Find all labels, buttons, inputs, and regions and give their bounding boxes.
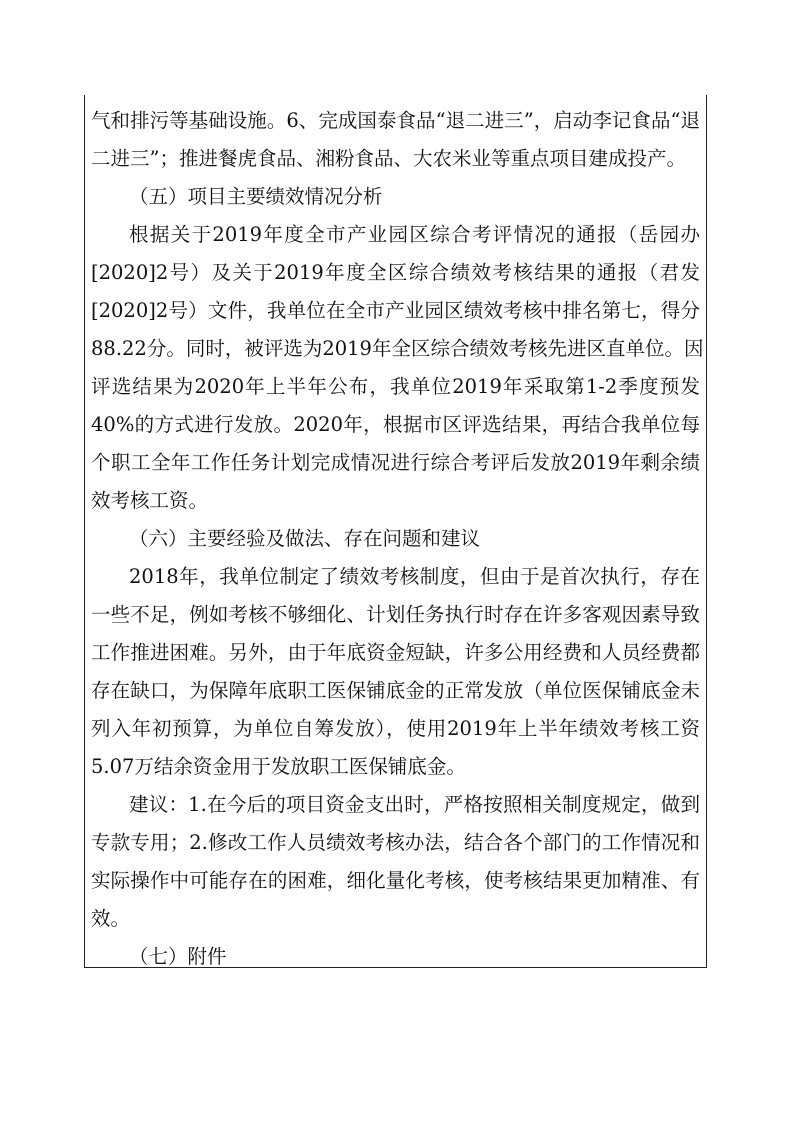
text-line: 气和排污等基础设施。6、完成国泰食品“退二进三”，启动李记食品“退 bbox=[91, 109, 700, 132]
text-line: 40%的方式进行发放。2020年，根据市区评选结果，再结合我单位每 bbox=[91, 413, 700, 436]
text-line: 效考核工资。 bbox=[91, 489, 209, 512]
text-line: 存在缺口，为保障年底职工医保铺底金的正常发放（单位医保铺底金未 bbox=[91, 679, 700, 702]
text-line: 工作推进困难。另外，由于年底资金短缺，许多公用经费和人员经费都 bbox=[91, 641, 700, 664]
text-line: 专款专用；2.修改工作人员绩效考核办法，结合各个部门的工作情况和 bbox=[91, 831, 700, 854]
text-line: 实际操作中可能存在的困难，细化量化考核，使考核结果更加精准、有 bbox=[91, 869, 700, 892]
section-heading: （五）项目主要绩效情况分析 bbox=[129, 185, 383, 208]
text-line: [2020]2号）文件，我单位在全市产业园区绩效考核中排名第七，得分 bbox=[91, 299, 700, 322]
text-line: 5.07万结余资金用于发放职工医保铺底金。 bbox=[91, 755, 466, 778]
document-frame bbox=[84, 95, 707, 968]
text-line: 个职工全年工作任务计划完成情况进行综合考评后发放2019年剩余绩 bbox=[91, 451, 700, 474]
section-heading: （七）附件 bbox=[129, 945, 227, 968]
text-line: 效。 bbox=[91, 907, 131, 930]
text-line: 建议：1.在今后的项目资金支出时，严格按照相关制度规定，做到 bbox=[129, 793, 700, 816]
text-line: 88.22分。同时，被评选为2019年全区综合绩效考核先进区直单位。因 bbox=[91, 337, 704, 360]
text-line: 列入年初预算，为单位自筹发放），使用2019年上半年绩效考核工资 bbox=[91, 717, 700, 740]
text-line: 根据关于2019年度全市产业园区综合考评情况的通报（岳园办 bbox=[129, 223, 700, 246]
section-heading: （六）主要经验及做法、存在问题和建议 bbox=[129, 527, 481, 550]
text-line: [2020]2号）及关于2019年度全区综合绩效考核结果的通报（君发 bbox=[91, 261, 700, 284]
text-line: 评选结果为2020年上半年公布，我单位2019年采取第1-2季度预发 bbox=[91, 375, 700, 398]
text-line: 二进三”；推进餐虎食品、湘粉食品、大农米业等重点项目建成投产。 bbox=[91, 147, 686, 170]
text-line: 一些不足，例如考核不够细化、计划任务执行时存在许多客观因素导致 bbox=[91, 603, 700, 626]
text-line: 2018年，我单位制定了绩效考核制度，但由于是首次执行，存在 bbox=[129, 565, 700, 588]
